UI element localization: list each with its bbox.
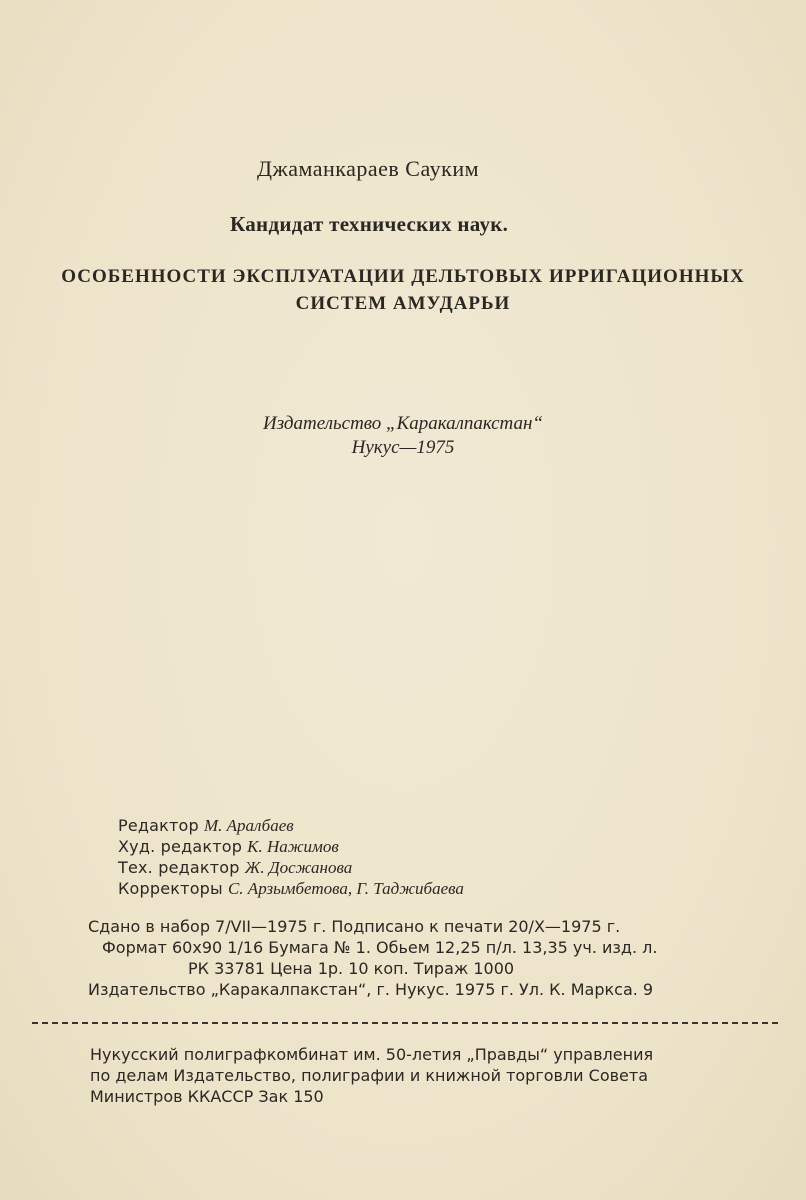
credit-role: Редактор: [118, 816, 199, 835]
publisher-block: [0, 412, 806, 460]
credit-person: М. Аралбаев: [203, 816, 294, 835]
printer-info-line-3: Министров ККАССР Зак 150: [90, 1087, 324, 1106]
printing-details-line-4: Издательство „Каракалпакстан“, г. Нукус. 1975 г. Ул. К. Маркса. 9: [88, 980, 654, 999]
credit-role: Корректоры: [118, 879, 223, 898]
printing-details-line-2: Формат 60х90 1/16 Бумага № 1. Обьем 12,25 п/л. 13,35 уч. изд. л.: [102, 938, 658, 957]
publisher-name: Издательство „Каракалпакстан“: [263, 413, 543, 434]
credit-role: Тех. редактор: [118, 858, 240, 877]
book-title-line-2: СИСТЕМ АМУДАРЬИ: [295, 293, 511, 314]
credit-line: [118, 815, 464, 836]
publisher-place-year: Нукус—1975: [351, 437, 455, 458]
credit-line: [118, 878, 464, 899]
printing-details: [88, 916, 657, 1000]
printer-info-line-2: по делам Издательство, полиграфии и книжной торговли Совета: [90, 1066, 649, 1085]
author-name: Джаманкараев Сауким: [256, 156, 480, 181]
credit-person: Ж. Досжанова: [244, 858, 353, 877]
credit-line: [118, 836, 464, 857]
printer-info: [90, 1044, 653, 1107]
printing-details-line-3: РК 33781 Цена 1р. 10 коп. Тираж 1000: [188, 959, 515, 978]
book-title-line-1: ОСОБЕННОСТИ ЭКСПЛУАТАЦИИ ДЕЛЬТОВЫХ ИРРИГАЦИОННЫХ: [61, 266, 745, 287]
printing-details-line-1: Сдано в набор 7/VII—1975 г. Подписано к печати 20/X—1975 г.: [88, 917, 621, 936]
credit-person: С. Арзымбетова, Г. Таджибаева: [227, 879, 464, 898]
printer-info-line-1: Нукусский полиграфкомбинат им. 50-летия „Правды“ управления: [90, 1045, 654, 1064]
credit-person: К. Нажимов: [247, 837, 339, 856]
credit-role: Худ. редактор: [118, 837, 243, 856]
author-degree: Кандидат технических наук.: [230, 212, 509, 236]
credits-list: [118, 815, 464, 899]
credit-line: [118, 857, 464, 878]
dashed-divider: [32, 1022, 778, 1024]
book-title: [0, 263, 806, 317]
